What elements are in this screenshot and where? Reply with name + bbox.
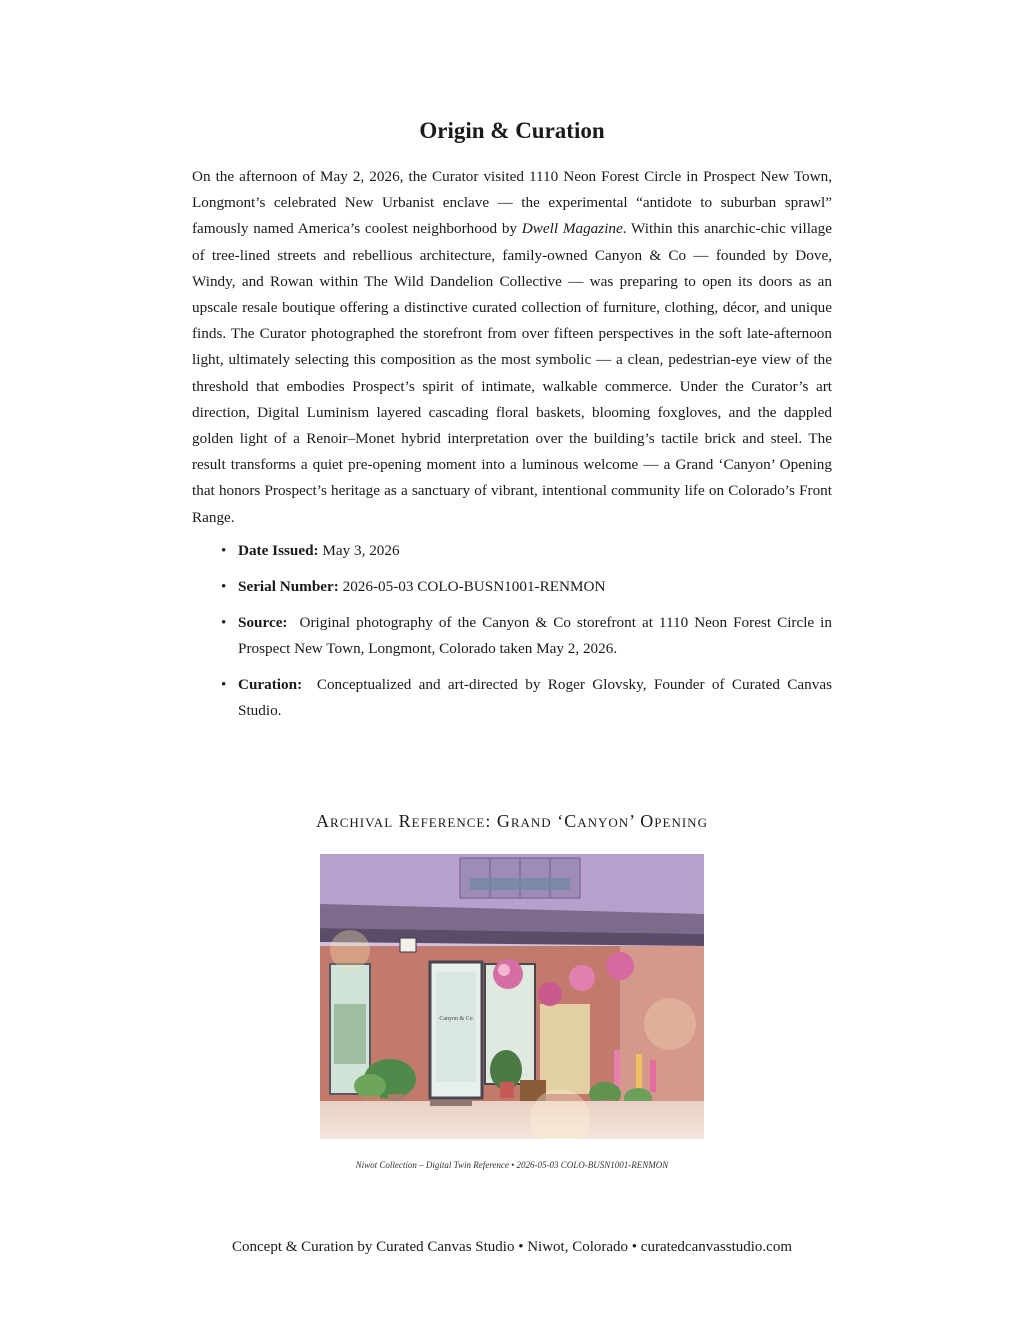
archival-heading: Archival Reference: Grand ‘Canyon’ Opening xyxy=(316,811,708,831)
meta-label: Curation: xyxy=(238,676,303,693)
meta-value: 2026-05-03 COLO-BUSN1001-RENMON xyxy=(342,578,606,595)
magazine-name: Dwell Magazine xyxy=(521,220,623,238)
door-sign-text: Canyon & Co xyxy=(439,1016,473,1022)
meta-value: Original photography of the Canyon & Co storefront at 1110 Neon Forest Circle in Prospect New Town, Longmont, Colorado taken May 2, 2026. xyxy=(238,614,832,657)
meta-date-issued xyxy=(192,538,832,564)
storefront-illustration xyxy=(320,854,704,1139)
meta-label: Date Issued: xyxy=(238,542,319,559)
paragraph-part-2: . Within this anarchic-chic village of tree-lined streets and rebellious architecture, family-owned Canyon & Co — founded by Dove, Windy, and Rowan within The Wild Dandelion Collective — was preparing to open its doors as an upscale resale boutique offering a distinctive curated collection of furniture, clothing, décor, and unique finds. The Curator photographed the storefront from over fifteen perspectives in the soft late-afternoon light, ultimately selecting this composition as the most symbolic — a clean, pedestrian-eye view of the threshold that embodies Prospect’s spirit of intimate, walkable commerce. Under the Curator’s art direction, Digital Luminism layered cascading floral baskets, blooming foxgloves, and the dappled golden light of a Renoir–Monet hybrid interpretation over the building’s tactile brick and steel. The result transforms a quiet pre-opening moment into a luminous welcome — a Grand ‘Canyon’ Opening that honors Prospect’s heritage as a sanctuary of vibrant, intentional community life on Colorado’s Front Range. xyxy=(192,220,832,526)
meta-curation xyxy=(192,672,832,724)
meta-label: Serial Number: xyxy=(238,578,339,595)
paragraph-part-1: On the afternoon of May 2, 2026, the Curator visited 1110 Neon Forest Circle in Prospect New Town, Longmont’s celebrated New Urbanist enclave — the experimental “antidote to suburban sprawl” famously named America’s coolest neighborhood by xyxy=(192,168,832,238)
meta-value: May 3, 2026 xyxy=(322,542,400,559)
page-title: Origin & Curation xyxy=(419,118,605,143)
image-caption: Niwot Collection – Digital Twin Reference • 2026-05-03 COLO-BUSN1001-RENMON xyxy=(355,1160,669,1170)
meta-label: Source: xyxy=(238,614,288,631)
meta-serial-number xyxy=(192,574,832,600)
meta-value: Conceptualized and art-directed by Roger Glovsky, Founder of Curated Canvas Studio. xyxy=(238,676,832,719)
metadata-list xyxy=(192,538,832,734)
meta-source xyxy=(192,610,832,662)
page-footer: Concept & Curation by Curated Canvas Studio • Niwot, Colorado • curatedcanvasstudio.com xyxy=(232,1239,792,1255)
origin-paragraph xyxy=(192,164,832,531)
